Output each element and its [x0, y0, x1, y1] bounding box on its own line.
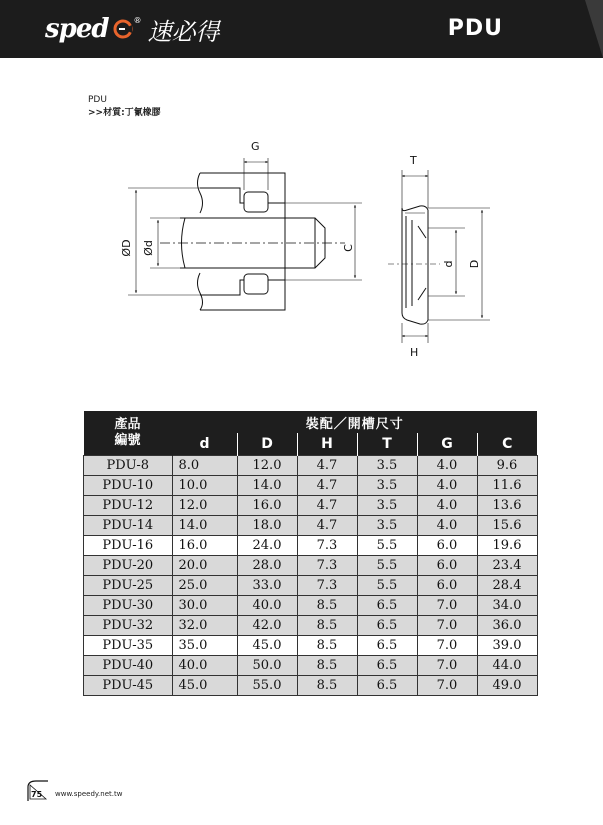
- column-header-h: H: [297, 433, 357, 456]
- product-code-cell: PDU-40: [84, 656, 173, 676]
- table-row: [84, 576, 538, 596]
- dimension-cell: 5.5: [357, 556, 417, 576]
- dimension-cell: 19.6: [477, 536, 537, 556]
- brand-name-zh: 速必得: [147, 17, 220, 46]
- header-product-number: [84, 411, 173, 456]
- table-row: [84, 636, 538, 656]
- dimension-cell: 45.0: [172, 676, 237, 696]
- page-number: 75: [31, 790, 43, 799]
- header-corner-fold: [585, 0, 603, 58]
- label-d-large: D: [468, 259, 481, 269]
- product-subheader: [88, 94, 161, 120]
- dimension-cell: 4.7: [297, 516, 357, 536]
- product-code-cell: PDU-35: [84, 636, 173, 656]
- dimension-cell: 7.0: [417, 676, 477, 696]
- brand-name-en: sped: [45, 14, 109, 44]
- dimension-cell: 4.0: [417, 456, 477, 476]
- dimension-cell: 7.0: [417, 656, 477, 676]
- dimension-cell: 4.7: [297, 496, 357, 516]
- dimension-cell: 23.4: [477, 556, 537, 576]
- product-code-cell: PDU-10: [84, 476, 173, 496]
- dimension-cell: 12.0: [237, 456, 297, 476]
- technical-drawing: [100, 128, 500, 358]
- dimension-cell: 24.0: [237, 536, 297, 556]
- column-header-c: C: [477, 433, 537, 456]
- table-row: [84, 676, 538, 696]
- dimension-cell: 7.0: [417, 636, 477, 656]
- dimension-cell: 14.0: [172, 516, 237, 536]
- product-code-cell: PDU-8: [84, 456, 173, 476]
- dimension-cell: 8.5: [297, 676, 357, 696]
- dimension-cell: 49.0: [477, 676, 537, 696]
- dimension-cell: 16.0: [172, 536, 237, 556]
- header-product-line1: 產品: [114, 417, 141, 432]
- page-number-badge: [26, 779, 50, 803]
- column-header-d-small: d: [172, 433, 237, 456]
- label-d-small: d: [442, 260, 455, 268]
- dimension-cell: 39.0: [477, 636, 537, 656]
- table-row: [84, 456, 538, 476]
- label-t: T: [410, 154, 417, 167]
- table-row: [84, 476, 538, 496]
- seal-section-view: [388, 170, 490, 343]
- dimension-cell: 30.0: [172, 596, 237, 616]
- product-code-cell: PDU-20: [84, 556, 173, 576]
- dimension-cell: 33.0: [237, 576, 297, 596]
- dimension-cell: 25.0: [172, 576, 237, 596]
- dimension-cell: 4.7: [297, 476, 357, 496]
- dimension-cell: 8.5: [297, 596, 357, 616]
- dimension-cell: 5.5: [357, 536, 417, 556]
- dimension-cell: 28.0: [237, 556, 297, 576]
- dimension-cell: 4.7: [297, 456, 357, 476]
- product-code-cell: PDU-12: [84, 496, 173, 516]
- column-header-d-large: D: [237, 433, 297, 456]
- dimension-cell: 7.3: [297, 576, 357, 596]
- dimension-cell: 34.0: [477, 596, 537, 616]
- table-row: [84, 516, 538, 536]
- dimension-cell: 35.0: [172, 636, 237, 656]
- product-code-cell: PDU-32: [84, 616, 173, 636]
- dimension-cell: 7.3: [297, 556, 357, 576]
- brand-logo: [45, 14, 220, 44]
- table-row: [84, 496, 538, 516]
- dimension-cell: 10.0: [172, 476, 237, 496]
- dimension-cell: 5.5: [357, 576, 417, 596]
- dimension-cell: 45.0: [237, 636, 297, 656]
- table-row: [84, 536, 538, 556]
- label-od: ØD: [120, 239, 133, 257]
- table-body: [84, 456, 538, 696]
- dimension-cell: 4.0: [417, 516, 477, 536]
- product-code: PDU: [88, 95, 107, 105]
- column-header-g: G: [417, 433, 477, 456]
- assembly-view: [128, 158, 362, 310]
- dimension-cell: 44.0: [477, 656, 537, 676]
- dimension-cell: 8.5: [297, 636, 357, 656]
- page-header: [0, 0, 603, 58]
- material-note: >>材質:丁氰橡膠: [88, 108, 161, 118]
- dimension-cell: 18.0: [237, 516, 297, 536]
- product-code-cell: PDU-14: [84, 516, 173, 536]
- dimension-cell: 50.0: [237, 656, 297, 676]
- dimension-cell: 42.0: [237, 616, 297, 636]
- dimension-cell: 40.0: [237, 596, 297, 616]
- dimension-cell: 16.0: [237, 496, 297, 516]
- label-h: H: [410, 346, 419, 358]
- dimension-cell: 8.5: [297, 656, 357, 676]
- dimension-cell: 6.0: [417, 576, 477, 596]
- dimension-cell: 3.5: [357, 516, 417, 536]
- dimension-cell: 28.4: [477, 576, 537, 596]
- product-code-cell: PDU-30: [84, 596, 173, 616]
- dimension-cell: 6.5: [357, 616, 417, 636]
- registered-mark: ®: [133, 16, 142, 25]
- column-header-t: T: [357, 433, 417, 456]
- dimension-cell: 7.0: [417, 616, 477, 636]
- dimension-cell: 8.0: [172, 456, 237, 476]
- dimension-cell: 6.0: [417, 556, 477, 576]
- dimension-cell: 7.0: [417, 596, 477, 616]
- dimension-cell: 3.5: [357, 496, 417, 516]
- website-url: www.speedy.net.tw: [55, 790, 123, 798]
- dimension-cell: 8.5: [297, 616, 357, 636]
- dimension-cell: 6.5: [357, 676, 417, 696]
- dimension-cell: 32.0: [172, 616, 237, 636]
- table-row: [84, 556, 538, 576]
- dimension-cell: 6.0: [417, 536, 477, 556]
- dimension-cell: 3.5: [357, 476, 417, 496]
- dimension-cell: 40.0: [172, 656, 237, 676]
- dimension-cell: 4.0: [417, 496, 477, 516]
- product-code-cell: PDU-25: [84, 576, 173, 596]
- dimension-cell: 6.5: [357, 596, 417, 616]
- table-row: [84, 616, 538, 636]
- spec-table: [83, 411, 538, 696]
- product-code-cell: PDU-16: [84, 536, 173, 556]
- label-id: Ød: [142, 240, 155, 256]
- table-row: [84, 656, 538, 676]
- dimension-cell: 36.0: [477, 616, 537, 636]
- table-row: [84, 596, 538, 616]
- header-dimension-group: 裝配／開槽尺寸: [172, 411, 537, 433]
- dimension-cell: 14.0: [237, 476, 297, 496]
- dimension-cell: 13.6: [477, 496, 537, 516]
- dimension-cell: 6.5: [357, 636, 417, 656]
- product-code-cell: PDU-45: [84, 676, 173, 696]
- dimension-cell: 20.0: [172, 556, 237, 576]
- logo-mark-icon: [113, 19, 133, 39]
- label-g: G: [251, 140, 260, 153]
- page-title: PDU: [447, 16, 503, 41]
- dimension-cell: 3.5: [357, 456, 417, 476]
- dimension-cell: 9.6: [477, 456, 537, 476]
- label-c: C: [342, 244, 355, 252]
- header-product-line2: 編號: [114, 433, 141, 448]
- dimension-cell: 15.6: [477, 516, 537, 536]
- dimension-cell: 55.0: [237, 676, 297, 696]
- dimension-cell: 11.6: [477, 476, 537, 496]
- dimension-cell: 12.0: [172, 496, 237, 516]
- dimension-cell: 7.3: [297, 536, 357, 556]
- dimension-cell: 4.0: [417, 476, 477, 496]
- dimension-cell: 6.5: [357, 656, 417, 676]
